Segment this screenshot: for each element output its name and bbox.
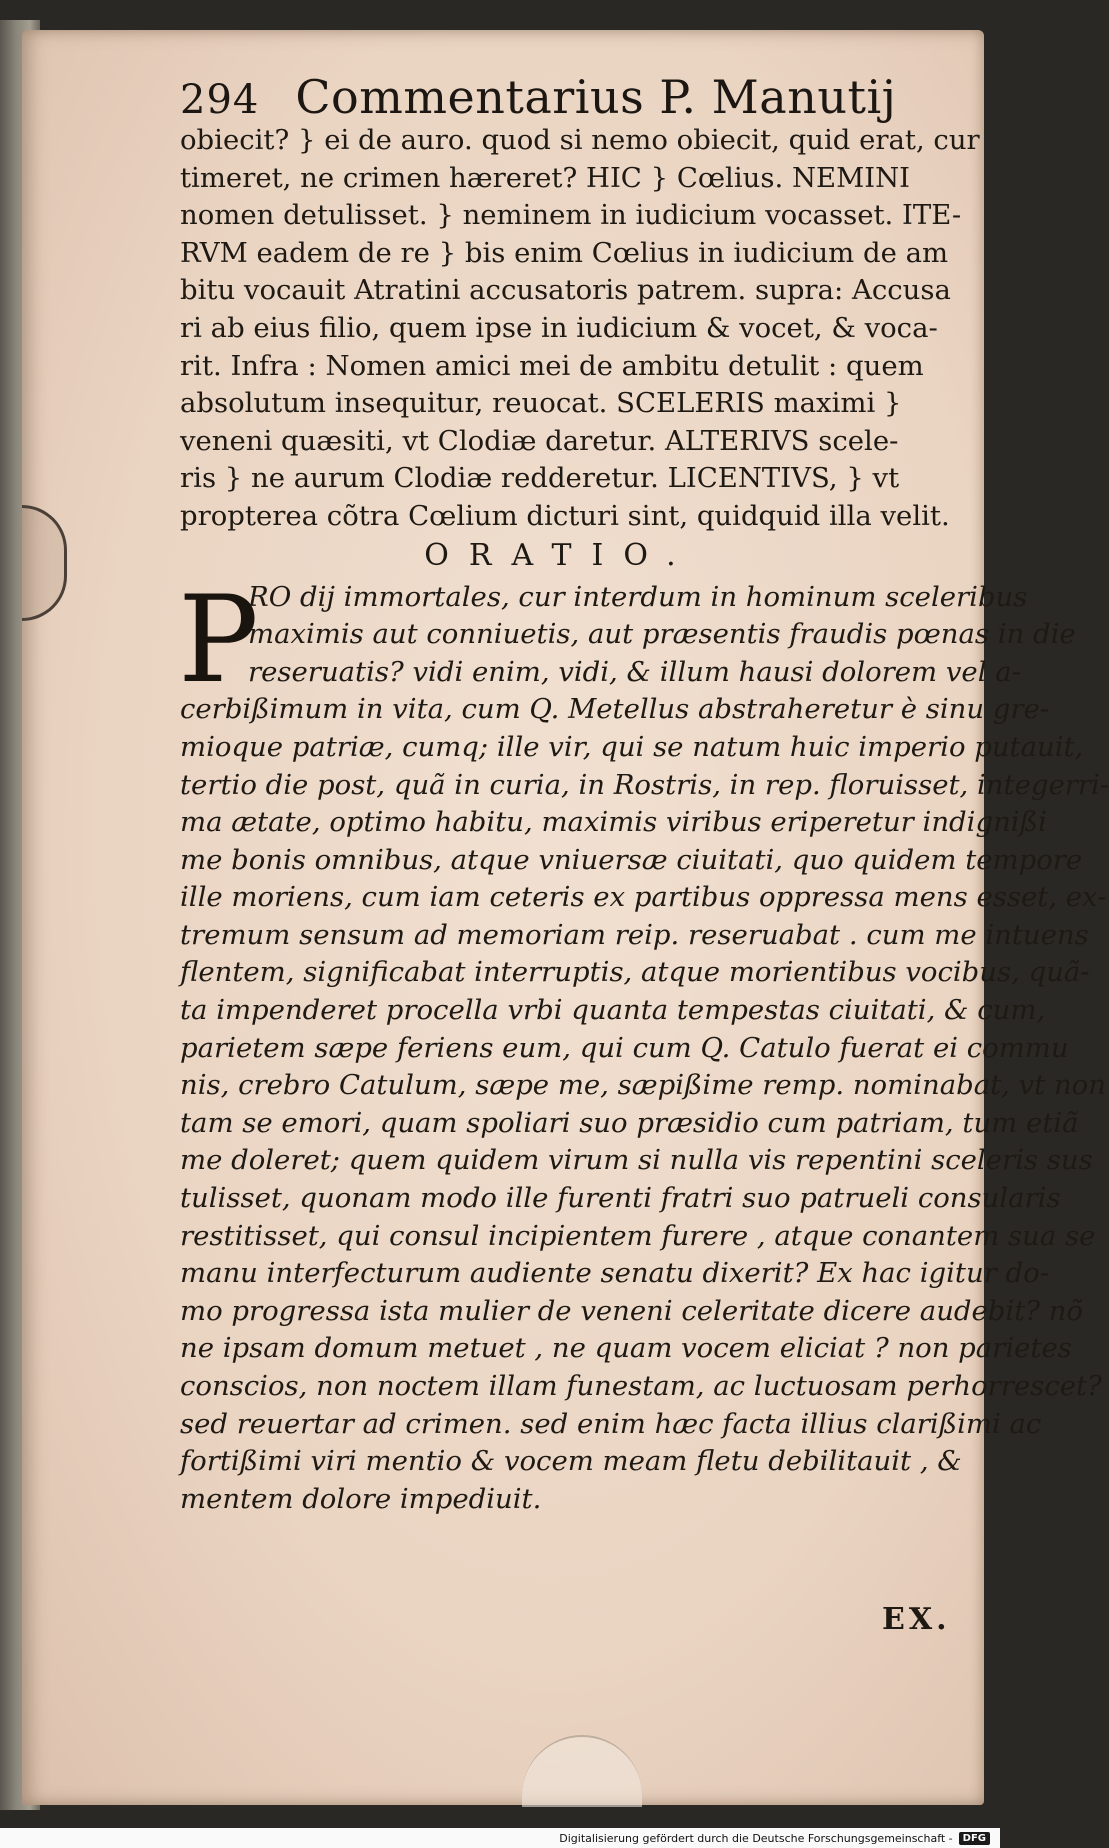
commentary-line: rit. Infra : Nomen amici mei de ambitu detulit : quem (180, 349, 924, 382)
oration-line: conscios, non noctem illam funestam, ac luctuosam perhorrescet? (180, 1370, 1102, 1402)
oration-line: manu interfecturum audiente senatu dixerit? Ex hac igitur do- (180, 1257, 1049, 1290)
footer-bar (0, 1828, 1000, 1848)
commentary-line: ri ab eius filio, quem ipse in iudicium & vocet, & voca- (180, 311, 938, 344)
oration-line: restitisset, qui consul incipientem furere , atque conantem sua se (180, 1219, 1096, 1252)
drop-cap-initial: P (178, 570, 259, 710)
oration-line: tulisset, quonam modo ille furenti fratri suo patrueli consularis (180, 1182, 1061, 1215)
commentary (180, 122, 980, 536)
page-header (180, 70, 960, 124)
oration-line: tam se emori, quam spoliari suo præsidio cum patriam, tum etiã (180, 1106, 1079, 1139)
text-block (178, 122, 1109, 1518)
commentary-line: timeret, ne crimen hæreret? HIC } Cœlius. NEMINI (180, 161, 911, 194)
commentary-line: obiecit? } ei de auro. quod si nemo obiecit, quid erat, cur (180, 124, 980, 156)
oration-line: sed reuertar ad crimen. sed enim hæc facta illius clarißimi ac (180, 1407, 1042, 1440)
oration-line: ta impenderet procella vrbi quanta tempestas ciuitati, & cum, (180, 994, 1046, 1027)
oration-line: RO dij immortales, cur interdum in hominum sceleribus (248, 580, 1028, 613)
oration-line: fortißimi viri mentio & vocem meam fletu debilitauit , & (180, 1445, 962, 1478)
book-page (22, 30, 1109, 1805)
commentary-line: veneni quæsiti, vt Clodiæ daretur. ALTERIVS scele- (180, 424, 899, 457)
clasp-ring (22, 505, 67, 621)
oration-line: me doleret; quem quidem virum si nulla vis repentini sceleris sus (180, 1144, 1093, 1177)
digitization-credit: Digitalisierung gefördert durch die Deutsche Forschungsgemeinschaft - (559, 1831, 953, 1845)
oration-line: mioque patriæ, cumq; ille vir, qui se natum huic imperio putauit, (180, 730, 1084, 763)
commentary-line: bitu vocauit Atratini accusatoris patrem. supra: Accusa (180, 274, 951, 307)
commentary-line: ris } ne aurum Clodiæ redderetur. LICENTIVS, } vt (180, 462, 900, 495)
commentary-line: RVM eadem de re } bis enim Cœlius in iudicium de am (180, 236, 949, 269)
commentary-line: absolutum insequitur, reuocat. SCELERIS maximi } (180, 387, 902, 420)
oration-line: tertio die post, quã in curia, in Rostris, in rep. floruisset, integerri- (180, 768, 1109, 801)
page-number: 294 (180, 77, 260, 123)
oration-line: cerbißimum in vita, cum Q. Metellus abstraheretur è sinu gre- (180, 693, 1050, 726)
oration-line: ne ipsam domum metuet , ne quam vocem eliciat ? non parietes (180, 1332, 1072, 1365)
oration-line: flentem, significabat interruptis, atque morientibus vocibus, quã- (180, 956, 1090, 989)
oration-line: parietem sæpe feriens eum, qui cum Q. Catulo fuerat ei commu (180, 1031, 1069, 1064)
oration-line: tremum sensum ad memoriam reip. reseruabat . cum me intuens (180, 918, 1089, 951)
running-title: Commentarius P. Manutij (295, 70, 897, 124)
oration-line: mo progressa ista mulier de veneni celeritate dicere audebit? nõ (180, 1294, 1083, 1327)
commentary-line: propterea cõtra Cœlium dicturi sint, quidquid illa velit. (180, 499, 950, 532)
oration-line: reseruatis? vidi enim, vidi, & illum hausi dolorem vel a- (248, 655, 1021, 688)
catchword: EX. (882, 1602, 951, 1637)
oration-line: nis, crebro Catulum, sæpe me, sæpißime remp. nominabat, vt non (180, 1069, 1106, 1102)
dfg-logo: DFG (959, 1832, 990, 1845)
oration-line: me bonis omnibus, atque vniuersæ ciuitati, quo quidem tempore (180, 843, 1083, 876)
page-curl (522, 1735, 642, 1807)
oration-line: mentem dolore impediuit. (180, 1482, 542, 1515)
oration-line: maximis aut conniuetis, aut præsentis fraudis pœnas in die (248, 618, 1076, 651)
oration-line: ille moriens, cum iam ceteris ex partibus oppressa mens esset, ex- (180, 881, 1107, 914)
oration-line: ma ætate, optimo habitu, maximis viribus eriperetur indignißi (180, 806, 1047, 839)
commentary-line: nomen detulisset. } neminem in iudicium vocasset. ITE- (180, 199, 962, 232)
oration-text (178, 570, 1109, 1519)
section-heading: ORATIO. (424, 537, 696, 573)
